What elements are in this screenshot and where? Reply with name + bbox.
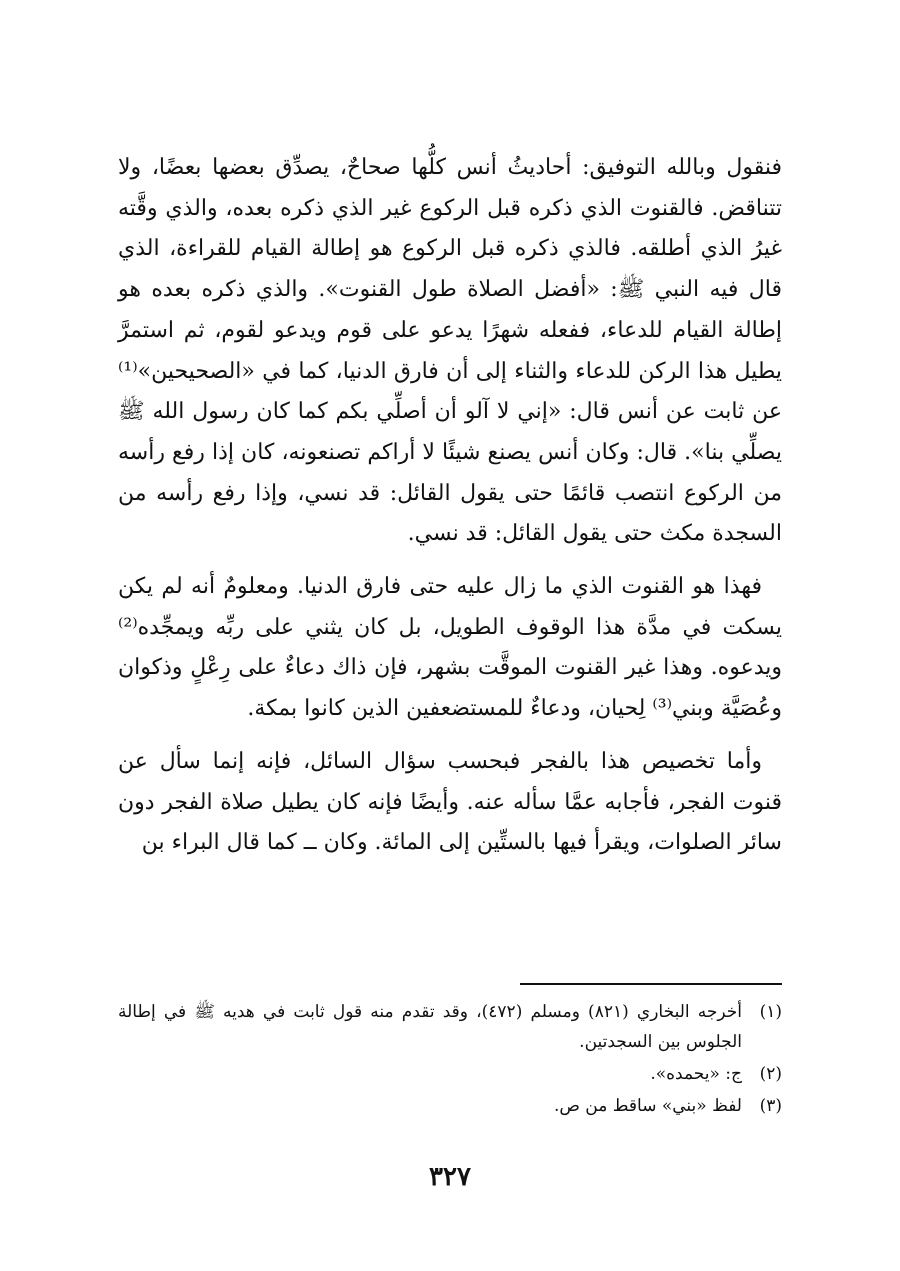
- main-text: [118, 148, 782, 864]
- footnote-separator: [520, 983, 782, 985]
- footnote-2: [118, 1059, 782, 1089]
- paragraph-3: وأما تخصيص هذا بالفجر فبحسب سؤال السائل، فإنه إنما سأل عن قنوت الفجر، فأجابه عمَّا سأله عنه. وأيضًا فإنه كان يطيل صلاة الفجر دون سائر الصلوات، ويقرأ فيها بالستِّين إلى المائة. وكان ــ كما قال البراء بن: [118, 748, 782, 856]
- footnote-text: لفظ «بني» ساقط من ص.: [553, 1096, 742, 1116]
- footnote-3: [118, 1091, 782, 1121]
- footnote-number: (٢): [759, 1064, 782, 1084]
- footnote-number: (٣): [759, 1096, 782, 1116]
- footnotes: [118, 997, 782, 1121]
- paragraph-2: فهذا هو القنوت الذي ما زال عليه حتى فارق الدنيا. ومعلومٌ أنه لم يكن يسكت في مدَّة هذا الوقوف الطويل، بل كان يثني على ربِّه ويمجِّده⁽²⁾ ويدعوه. وهذا غير القنوت الموقَّت بشهر، فإن ذاك دعاءٌ على رِعْلٍ وذكوان وعُصَيَّة وبني⁽³⁾ لِحيان، ودعاءٌ للمستضعفين الذين كانوا بمكة.: [118, 574, 782, 722]
- footnote-text: أخرجه البخاري (٨٢١) ومسلم (٤٧٢)، وقد تقدم منه قول ثابت في هديه ﷺ في إطالة الجلوس بين السجدتين.: [118, 1002, 742, 1052]
- footnote-text: ج: «يحمده».: [650, 1064, 742, 1084]
- footnote-number: (١): [759, 1002, 782, 1022]
- page-number: ٣٢٧: [429, 1162, 471, 1192]
- paragraph-1: فنقول وبالله التوفيق: أحاديثُ أنس كلُّها صحاحٌ، يصدِّق بعضها بعضًا، ولا تتناقض. فالقنوت الذي ذكره قبل الركوع غير الذي ذكره بعده، والذي وقَّته غيرُ الذي أطلقه. فالذي ذكره قبل الركوع هو إطالة القيام للقراءة، الذي قال فيه النبي ﷺ: «أفضل الصلاة طول القنوت». والذي ذكره بعده هو إطالة القيام للدعاء، ففعله شهرًا يدعو على قوم ويدعو لقوم، ثم استمرَّ يطيل هذا الركن للدعاء والثناء إلى أن فارق الدنيا، كما في «الصحيحين»⁽¹⁾ عن ثابت عن أنس قال: «إني لا آلو أن أصلِّي بكم كما كان رسول الله ﷺ يصلِّي بنا». قال: وكان أنس يصنع شيئًا لا أراكم تصنعونه، كان إذا رفع رأسه من الركوع انتصب قائمًا حتى يقول القائل: قد نسي، وإذا رفع رأسه من السجدة مكث حتى يقول القائل: قد نسي.: [118, 155, 782, 547]
- footnote-1: [118, 997, 782, 1057]
